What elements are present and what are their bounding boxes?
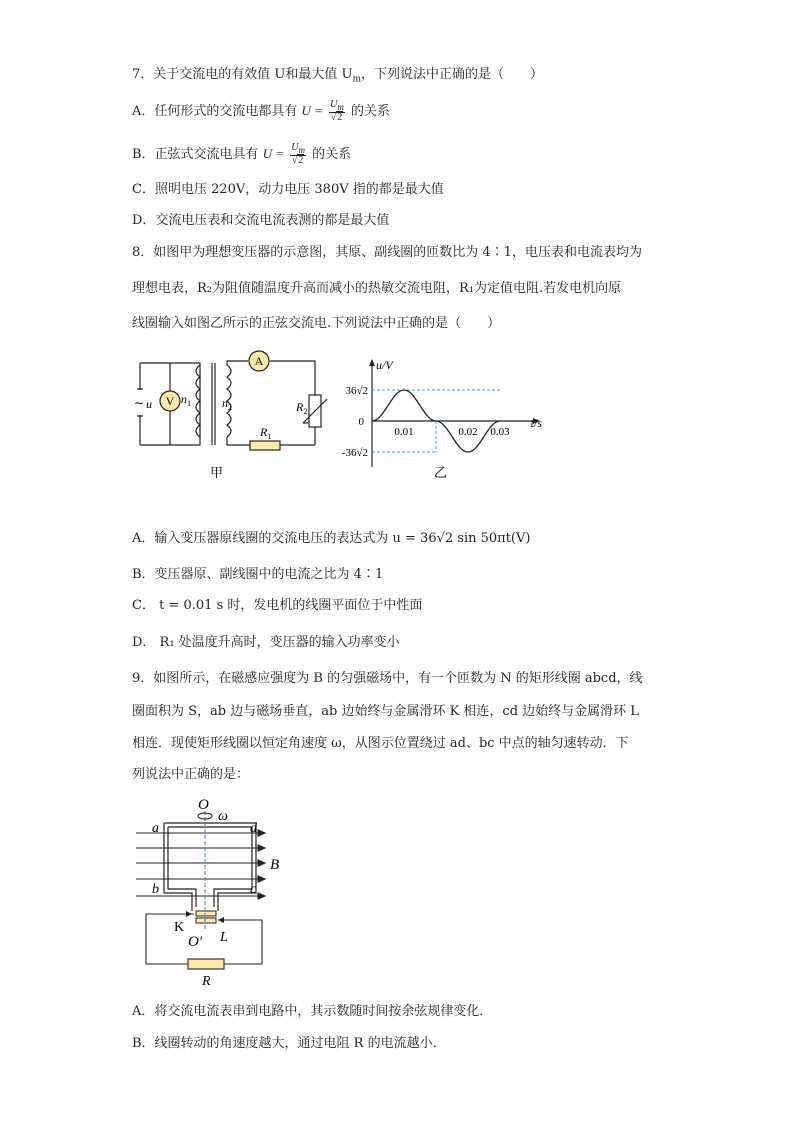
q8-option-a: A．输入变压器原线圈的交流电压的表达式为 u = 36√2 sin 50πt(V) [132, 531, 531, 546]
q8-figure-jia [130, 345, 330, 480]
q7-option-a-lhs: U = [301, 103, 323, 118]
q8-stem-line3: 线圈输入如图乙所示的正弦交流电.下列说法中正确的是（ ） [132, 316, 501, 331]
q8-label-u: u [146, 397, 152, 411]
q8-ammeter-label: A [254, 354, 264, 368]
q7-option-a-fraction: $\frac{U_m}{√2}$ [330, 99, 344, 123]
q7-stem-end: ，下列说法中正确的是（ ） [361, 67, 544, 82]
q8-ac-source-icon: ∼ [134, 396, 145, 410]
q8-y-zero-label: 0 [358, 416, 364, 428]
q8-figure-yi [330, 355, 550, 485]
q9-stem-line3: 相连．现使矩形线圈以恒定角速度 ω，从图示位置绕过 ad、bc 中点的轴匀速转动．下 [132, 736, 629, 751]
q9-option-a: A．将交流电流表串到电路中，其示数随时间按余弦规律变化． [132, 1004, 493, 1019]
q7-option-b-den: 2 [298, 155, 304, 166]
q9-label-k: K [174, 920, 185, 935]
q7-stem-text: 7．关于交流电的有效值 U和最大值 U [132, 67, 353, 82]
q9-label-a: a [152, 821, 159, 836]
q8-caption-jia: 甲 [210, 465, 224, 480]
q7-option-b-prefix: B．正弦式交流电具有 [132, 147, 259, 162]
q7-option-a [132, 100, 390, 123]
q9-option-b: B．线圈转动的角速度越大，通过电阻 R 的电流越小． [132, 1036, 446, 1051]
q8-option-d: D． R₁ 处温度升高时，变压器的输入功率变小 [132, 635, 400, 650]
q7-option-a-den: 2 [337, 112, 343, 123]
q9-label-l: L [220, 930, 228, 945]
q8-label-n1: $n_1$ [181, 392, 191, 408]
q7-option-b [132, 143, 351, 166]
q8-voltmeter-label: V [165, 394, 175, 408]
q7-option-c: C．照明电压 220V，动力电压 380V 指的都是最大值 [132, 182, 444, 197]
q8-yaxis-label: u/V [376, 358, 393, 372]
q7-option-b-suffix: 的关系 [312, 147, 352, 162]
q8-option-b: B．变压器原、副线圈中的电流之比为 4∶1 [132, 567, 384, 582]
q7-option-d: D．交流电压表和交流电流表测的都是最大值 [132, 213, 390, 228]
q9-stem-line1: 9．如图所示，在磁感应强度为 B 的匀强磁场中，有一个匝数为 N 的矩形线圈 abcd，线 [132, 671, 643, 686]
q9-label-c: c [250, 882, 257, 897]
q7-option-b-num: U [291, 142, 299, 153]
q8-xaxis-label: t/s [530, 416, 542, 430]
q9-label-d: d [250, 821, 257, 836]
q8-label-n2: $n_2$ [222, 396, 232, 412]
q9-label-omega: ω [218, 809, 228, 824]
q9-label-b: b [152, 882, 159, 897]
q9-figure [130, 795, 290, 990]
q7-stem [132, 66, 543, 89]
q9-stem-line4: 列说法中正确的是： [132, 767, 250, 782]
q9-stem-line2: 圈面积为 S，ab 边与磁场垂直，ab 边始终与金属滑环 K 相连，cd 边始终与金属滑环 L [132, 704, 639, 719]
q8-y-bottom-label: -36√2 [341, 447, 368, 459]
q7-option-b-num-sub: m [298, 145, 305, 155]
q9-label-o-prime: O′ [188, 934, 203, 950]
q7-option-a-prefix: A．任何形式的交流电都具有 [132, 104, 298, 119]
q7-stem-sub: m [352, 74, 361, 85]
q7-option-b-fraction: $\frac{U_m}{√2}$ [291, 142, 305, 166]
q9-label-b-field: B [270, 857, 280, 873]
q9-label-o: O [198, 797, 209, 813]
q8-stem-line2: 理想电表，R₂为阻值随温度升高而减小的热敏交流电阻，R₁为定值电阻.若发电机向原 [132, 281, 622, 296]
q8-x-tick-2: 0.02 [458, 426, 478, 438]
q9-label-r: R [202, 974, 211, 989]
q8-x-tick-3: 0.03 [490, 426, 510, 438]
q8-caption-yi: 乙 [434, 465, 448, 480]
q8-label-r2: $R_2$ [296, 400, 308, 416]
q7-option-b-lhs: U = [262, 146, 285, 161]
q8-option-c: C． t = 0.01 s 时，发电机的线圈平面位于中性面 [132, 598, 423, 613]
q7-option-a-num-sub: m [337, 102, 344, 112]
q7-option-a-num: U [330, 99, 338, 110]
q8-x-tick-1: 0.01 [394, 426, 414, 438]
q8-stem-line1: 8．如图甲为理想变压器的示意图，其原、副线圈的匝数比为 4∶1，电压表和电流表均为 [132, 245, 642, 260]
q8-y-top-label: 36√2 [345, 385, 368, 397]
q8-label-r1: $R_1$ [260, 425, 272, 441]
q7-option-a-suffix: 的关系 [350, 104, 390, 119]
